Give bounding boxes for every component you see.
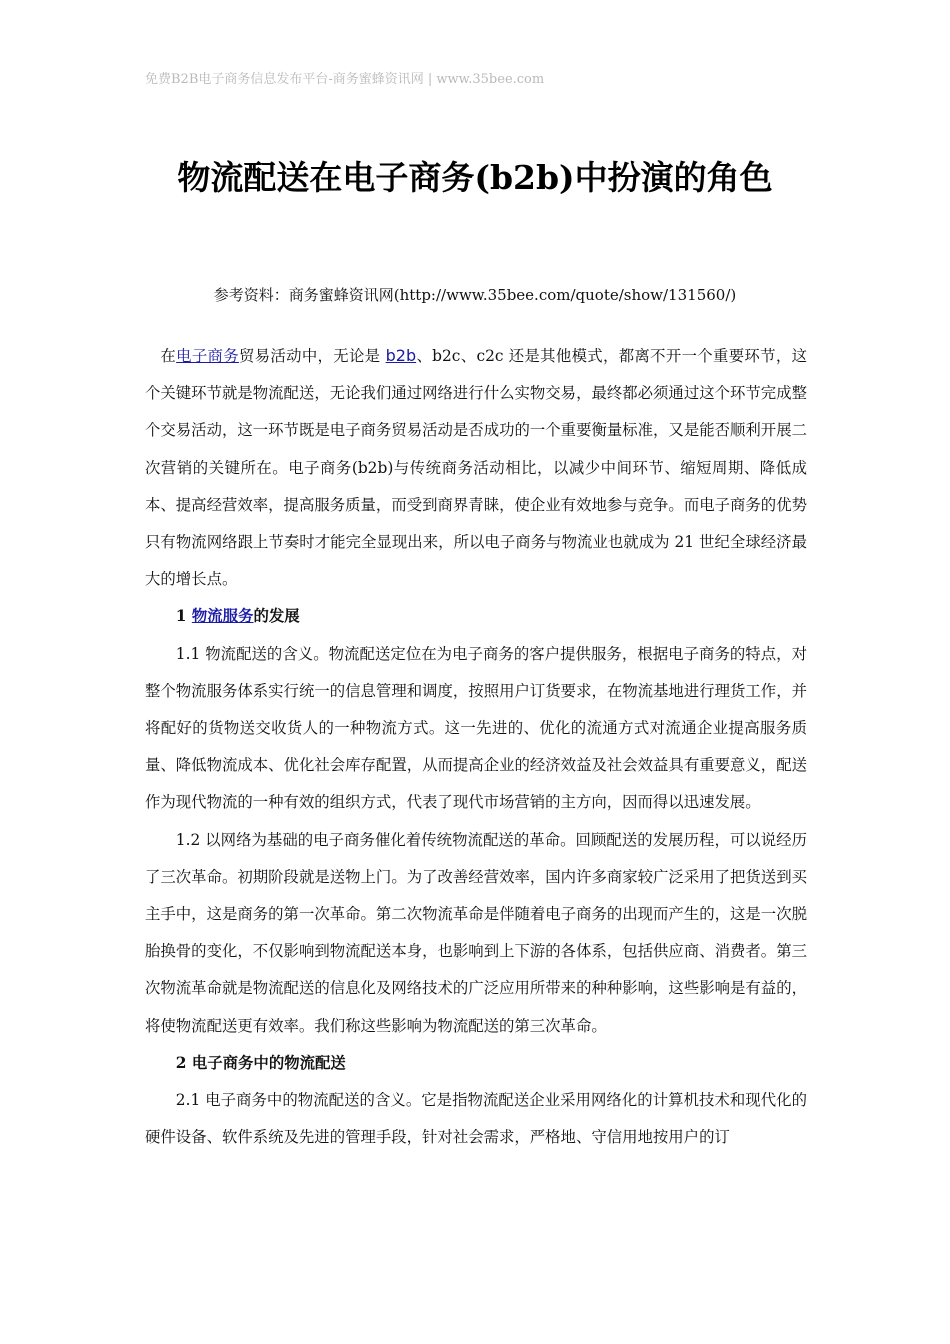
ecommerce-link[interactable]: 电子商务 — [176, 347, 239, 365]
logistics-service-link[interactable]: 物流服务 — [191, 607, 254, 626]
paragraph-2-1: 2.1 电子商务中的物流配送的含义。它是指物流配送企业采用网络化的计算机技术和现代化的硬件设备、软件系统及先进的管理手段，针对社会需求，严格地、守信用地按用户的订 — [145, 1091, 807, 1147]
page-header: 免费B2B电子商务信息发布平台-商务蜜蜂资讯网 | www.35bee.com — [145, 72, 545, 87]
intro-prefix: 在 — [160, 347, 177, 365]
intro-paragraph — [145, 337, 807, 598]
intro-rest: 、b2c、c2c 还是其他模式，都离不开一个重要环节，这个关键环节就是物流配送，无论我们通过网络进行什么实物交易，最终都必须通过这个环节完成整个交易活动，这一环节既是电子商务贸易活动是否成功的一个重要衡量标准，又是能否顺利开展二次营销的关键所在。电子商务(b2b)与传统商务活动相比，以减少中间环节、缩短周期、降低成本、提高经营效率，提高服务质量，而受到商界青睐，使企业有效地参与竞争。而电子商务的优势只有物流网络跟上节奏时才能完全显现出来，所以电子商务与物流业也就成为 21 世纪全球经济最大的增长点。 — [145, 347, 807, 589]
paragraph-1-2: 1.2 以网络为基础的电子商务催化着传统物流配送的革命。回顾配送的发展历程，可以说经历了三次革命。初期阶段就是送物上门。为了改善经营效率，国内许多商家较广泛采用了把货送到买主手中，这是商务的第一次革命。第二次物流革命是伴随着电子商务的出现而产生的，这是一次脱胎换骨的变化，不仅影响到物流配送本身，也影响到上下游的各体系，包括供应商、消费者。第三次物流革命就是物流配送的信息化及网络技术的广泛应用所带来的种种影响，这些影响是有益的，将使物流配送更有效率。我们称这些影响为物流配送的第三次革命。 — [145, 830, 807, 1035]
section-1-heading — [145, 598, 807, 635]
intro-mid: 贸易活动中，无论是 — [238, 347, 386, 365]
paragraph-1-1: 1.1 物流配送的含义。物流配送定位在为电子商务的客户提供服务，根据电子商务的特点，对整个物流服务体系实行统一的信息管理和调度，按照用户订货要求，在物流基地进行理货工作，并将配好的货物送交收货人的一种物流方式。这一先进的、优化的流通方式对流通企业提高服务质量、降低物流成本、优化社会库存配置，从而提高企业的经济效益及社会效益具有重要意义，配送作为现代物流的一种有效的组织方式，代表了现代市场营销的主方向，因而得以迅速发展。 — [145, 644, 807, 812]
article-body — [145, 337, 807, 1156]
document-title: 物流配送在电子商务(b2b)中扮演的角色 — [177, 158, 773, 197]
section-2-heading: 2 电子商务中的物流配送 — [175, 1053, 346, 1072]
b2b-link[interactable]: b2b — [385, 346, 417, 365]
reference-source: 参考资料：商务蜜蜂资讯网(http://www.35bee.com/quote/show/131560/) — [213, 286, 737, 304]
section-1-suffix: 的发展 — [253, 607, 300, 626]
section-1-number: 1 — [175, 607, 192, 626]
